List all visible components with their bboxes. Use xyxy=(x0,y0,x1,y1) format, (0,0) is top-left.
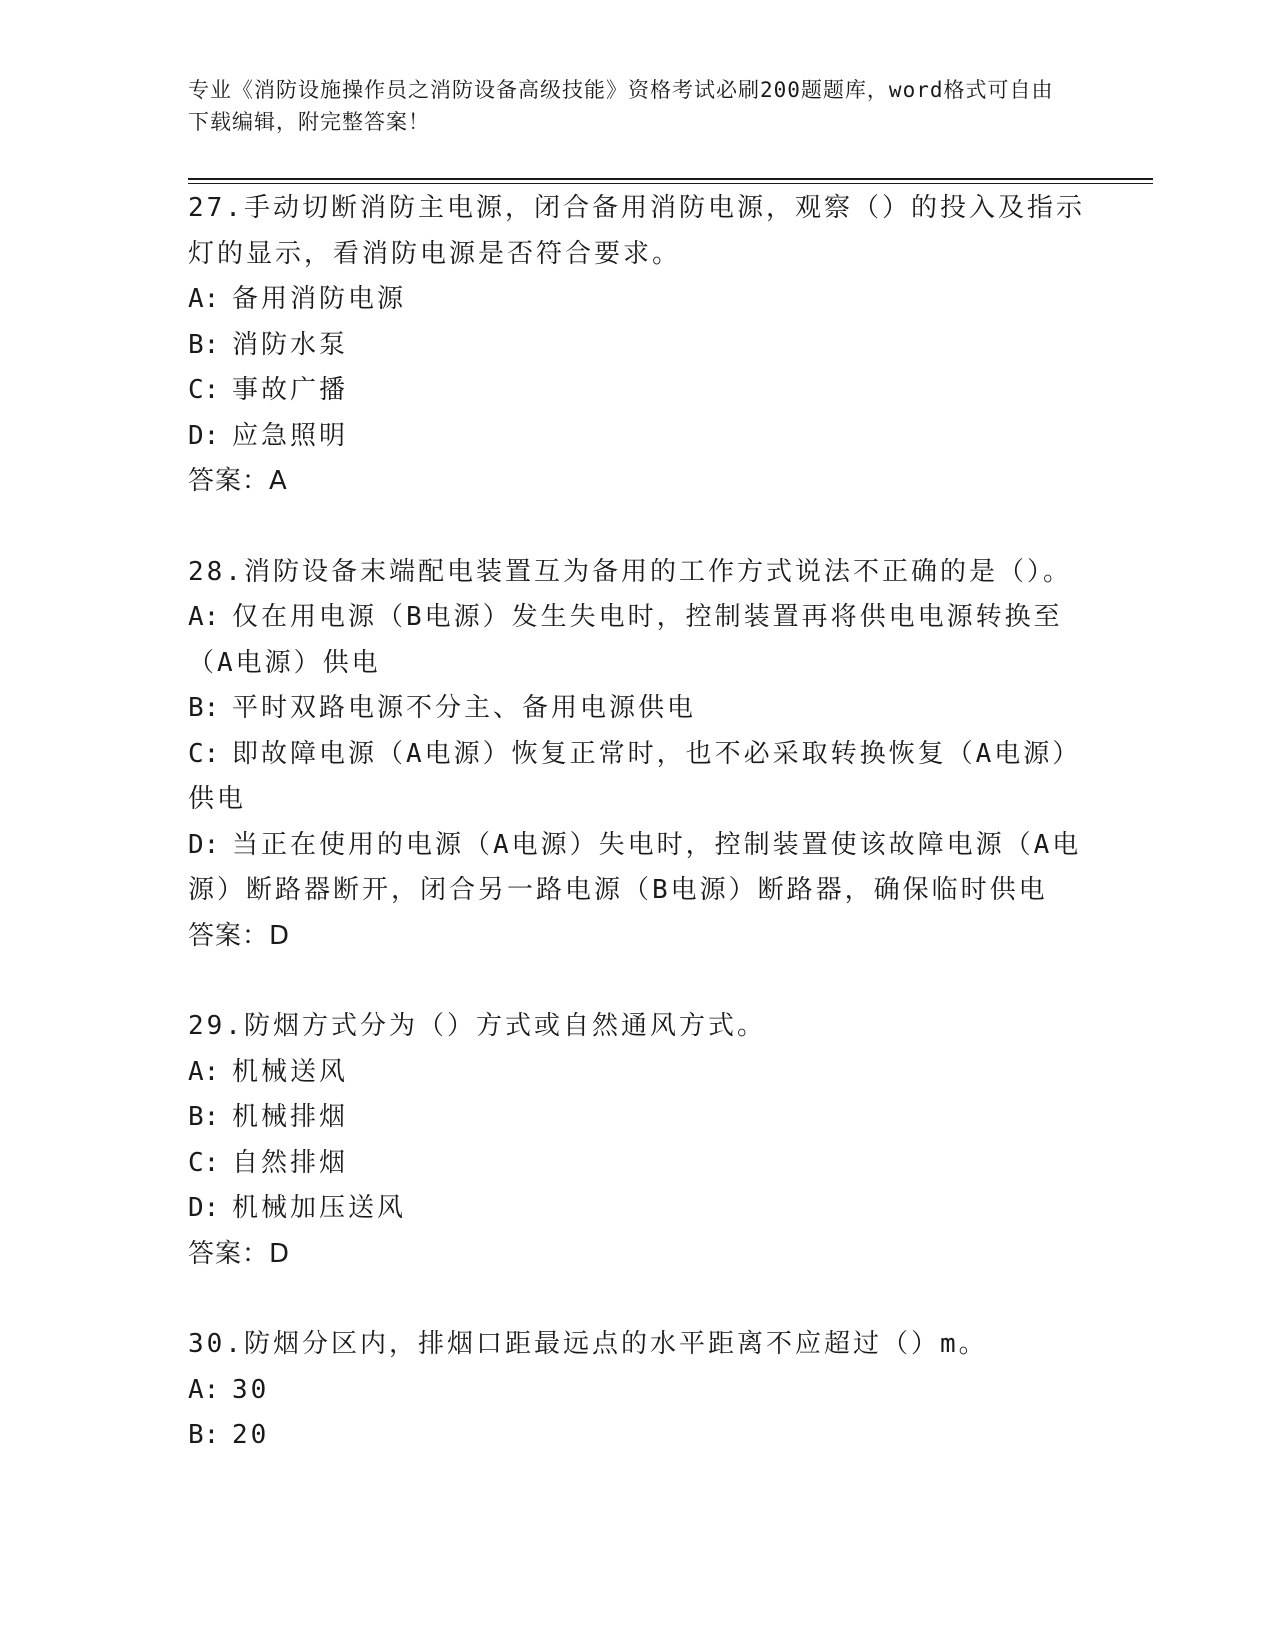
option-text: 消防水泵 xyxy=(232,329,349,360)
option-letter: C: xyxy=(188,375,220,405)
header-divider-thick xyxy=(188,178,1153,180)
option-text: 平时双路电源不分主、备用电源供电 xyxy=(232,693,697,723)
option-a xyxy=(188,1050,1088,1096)
answer-line: 答案：D xyxy=(188,920,291,951)
option-text: 事故广播 xyxy=(232,375,349,405)
option-text: 当正在使用的电源（A电源）失电时，控制装置使该故障电源（A电源）断路器断开，闭合另一路电源（B电源）断路器，确保临时供电 xyxy=(188,829,1082,905)
option-letter: A: xyxy=(188,1374,220,1405)
option-d xyxy=(188,823,1088,914)
question-list xyxy=(188,186,1088,1459)
question-stem: 27.手动切断消防主电源，闭合备用消防电源，观察（）的投入及指示灯的显示，看消防电源是否符合要求。 xyxy=(188,193,1085,269)
option-letter: B: xyxy=(188,1102,220,1132)
option-a xyxy=(188,277,1088,323)
option-b xyxy=(188,1095,1088,1141)
option-text: 仅在用电源（B电源）发生失电时，控制装置再将供电电源转换至（A电源）供电 xyxy=(188,602,1063,678)
option-letter: C: xyxy=(188,738,220,769)
option-letter: B: xyxy=(188,693,220,723)
question-29 xyxy=(188,1004,1088,1277)
answer-line: 答案：D xyxy=(188,1238,291,1269)
option-letter: D: xyxy=(188,829,220,860)
option-b xyxy=(188,686,1088,732)
option-letter: A: xyxy=(188,1056,220,1087)
option-b xyxy=(188,323,1088,369)
option-letter: C: xyxy=(188,1147,220,1178)
option-letter: D: xyxy=(188,1193,220,1223)
option-d xyxy=(188,1186,1088,1232)
document-header: 专业《消防设施操作员之消防设备高级技能》资格考试必刷200题题库，word格式可自由下载编辑，附完整答案！ xyxy=(188,78,1054,134)
header-divider-thin xyxy=(188,183,1153,184)
option-c xyxy=(188,368,1088,414)
answer-line: 答案：A xyxy=(188,466,288,496)
option-letter: D: xyxy=(188,420,220,451)
question-stem: 30.防烟分区内，排烟口距最远点的水平距离不应超过（）m。 xyxy=(188,1329,988,1359)
option-text: 备用消防电源 xyxy=(232,284,407,314)
option-text: 机械加压送风 xyxy=(232,1193,407,1223)
option-a xyxy=(188,1368,1088,1414)
option-letter: B: xyxy=(188,1420,220,1450)
option-text: 即故障电源（A电源）恢复正常时，也不必采取转换恢复（A电源）供电 xyxy=(188,738,1082,814)
option-a xyxy=(188,595,1088,686)
question-27 xyxy=(188,186,1088,505)
option-letter: B: xyxy=(188,329,220,360)
question-30 xyxy=(188,1322,1088,1459)
option-text: 机械送风 xyxy=(232,1056,349,1087)
option-text: 30 xyxy=(232,1374,270,1405)
option-d xyxy=(188,414,1088,460)
question-28 xyxy=(188,550,1088,960)
option-c xyxy=(188,732,1088,823)
option-text: 机械排烟 xyxy=(232,1102,349,1132)
option-text: 应急照明 xyxy=(232,420,349,451)
question-stem: 29.防烟方式分为（）方式或自然通风方式。 xyxy=(188,1011,766,1041)
option-letter: A: xyxy=(188,284,220,314)
option-letter: A: xyxy=(188,602,220,632)
question-stem: 28.消防设备末端配电装置互为备用的工作方式说法不正确的是（）。 xyxy=(188,556,1072,587)
option-c xyxy=(188,1141,1088,1187)
option-text: 自然排烟 xyxy=(232,1147,349,1178)
option-text: 20 xyxy=(232,1420,270,1450)
option-b xyxy=(188,1413,1088,1459)
